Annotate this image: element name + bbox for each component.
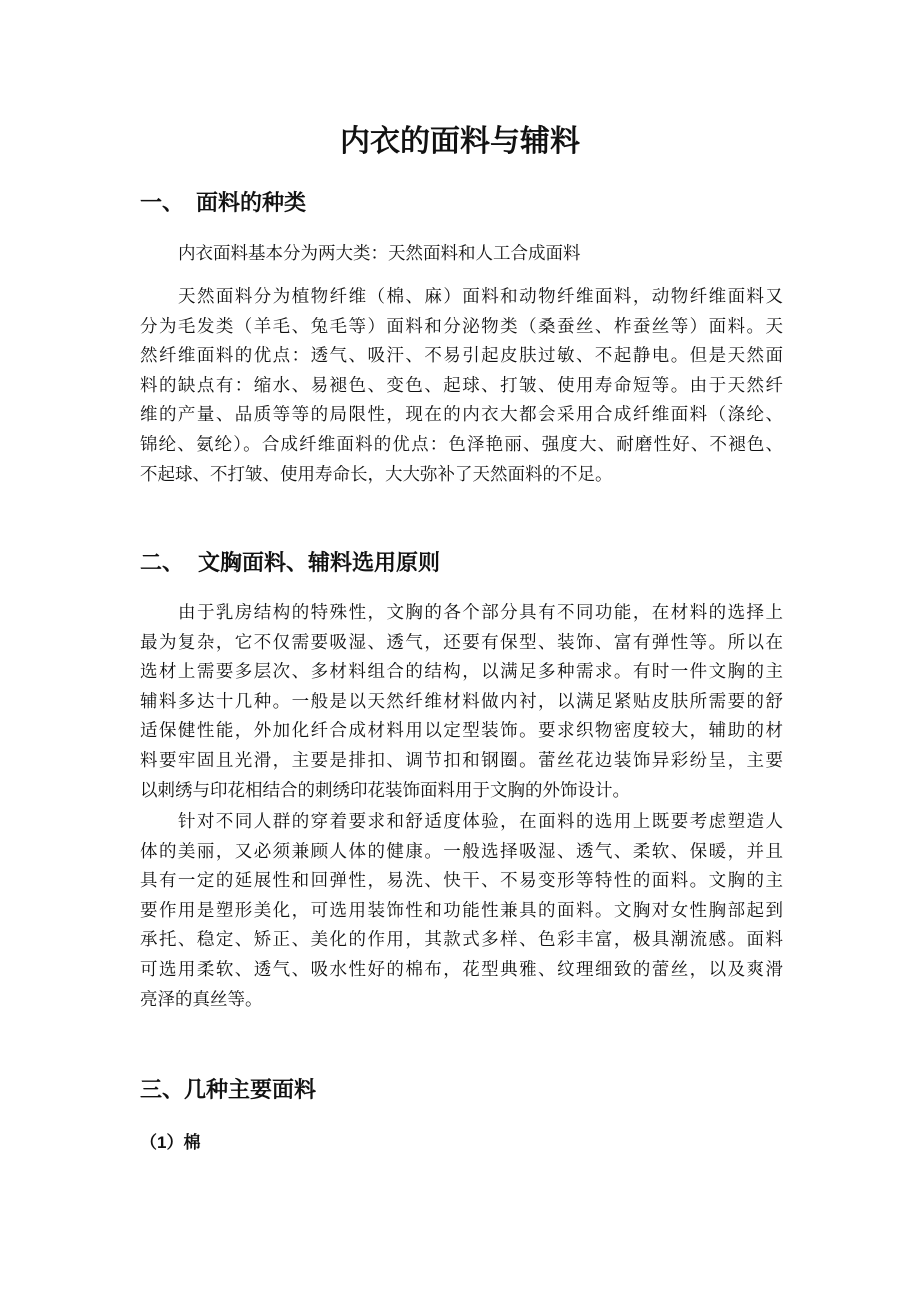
text-line: 最为复杂，它不仅需要吸湿、透气，还要有保型、装饰、富有弹性等。所以在 — [140, 631, 783, 652]
text-line: 分为毛发类（羊毛、兔毛等）面料和分泌物类（桑蚕丝、柞蚕丝等）面料。天 — [140, 315, 783, 336]
section-heading-1 — [140, 186, 306, 217]
paragraph-2 — [140, 282, 783, 489]
section-title: 面料的种类 — [196, 190, 307, 215]
text-line: 亮泽的真丝等。 — [140, 988, 263, 1009]
text-line: 可选用柔软、透气、吸水性好的棉布，花型典雅、纹理细致的蕾丝，以及爽滑 — [140, 958, 783, 979]
text-line: 内衣面料基本分为两大类：天然面料和人工合成面料 — [178, 243, 581, 263]
text-line: 锦纶、氨纶）。合成纤维面料的优点：色泽艳丽、强度大、耐磨性好、不褪色、 — [140, 433, 783, 454]
text-line: 辅料多达十几种。一般是以天然纤维材料做内衬，以满足紧贴皮肤所需要的舒 — [140, 690, 783, 711]
text-line: 料要牢固且光滑，主要是排扣、调节扣和钢圈。蕾丝花边装饰异彩纷呈，主要 — [140, 749, 783, 770]
text-line: 要作用是塑形美化，可选用装饰性和功能性兼具的面料。文胸对女性胸部起到 — [140, 899, 783, 920]
text-line: 体的美丽，又必须兼顾人体的健康。一般选择吸湿、透气、柔软、保暖，并且 — [140, 840, 783, 861]
text-line: 由于乳房结构的特殊性，文胸的各个部分具有不同功能，在材料的选择上 — [178, 602, 783, 622]
text-line: 维的产量、品质等等的局限性，现在的内衣大都会采用合成纤维面料（涤纶、 — [140, 404, 783, 425]
section-title: 文胸面料、辅料选用原则 — [198, 550, 441, 575]
text-line: 适保健性能，外加化纤合成材料用以定型装饰。要求织物密度较大，辅助的材 — [140, 720, 783, 741]
paragraph-1 — [140, 239, 783, 269]
text-line: 具有一定的延展性和回弹性，易洗、快干、不易变形等特性的面料。文胸的主 — [140, 870, 783, 891]
text-line: 以刺绣与印花相结合的刺绣印花装饰面料用于文胸的外饰设计。 — [140, 779, 630, 800]
text-line: 不起球、不打皱、使用寿命长，大大弥补了天然面料的不足。 — [140, 463, 613, 484]
subsection-heading: （1）棉 — [140, 1133, 201, 1152]
paragraph-4 — [140, 807, 783, 1014]
text-line: 承托、稳定、矫正、美化的作用，其款式多样、色彩丰富，极具潮流感。面料 — [140, 929, 783, 950]
text-line: 针对不同人群的穿着要求和舒适度体验，在面料的选用上既要考虑塑造人 — [178, 811, 783, 831]
text-line: 料的缺点有：缩水、易褪色、变色、起球、打皱、使用寿命短等。由于天然纤 — [140, 374, 783, 395]
section-heading-2 — [140, 546, 440, 577]
text-line: 选材上需要多层次、多材料组合的结构，以满足多种需求。有时一件文胸的主 — [140, 661, 783, 682]
section-number: 一、 — [140, 190, 185, 215]
text-line: 天然面料分为植物纤维（棉、麻）面料和动物纤维面料，动物纤维面料又 — [178, 286, 783, 306]
section-heading-3 — [140, 1073, 316, 1104]
text-line: 然纤维面料的优点：透气、吸汗、不易引起皮肤过敏、不起静电。但是天然面 — [140, 345, 783, 366]
document-title: 内衣的面料与辅料 — [340, 125, 580, 158]
section-number: 二、 — [140, 550, 185, 575]
paragraph-3 — [140, 598, 783, 805]
section-title: 三、几种主要面料 — [140, 1077, 317, 1102]
